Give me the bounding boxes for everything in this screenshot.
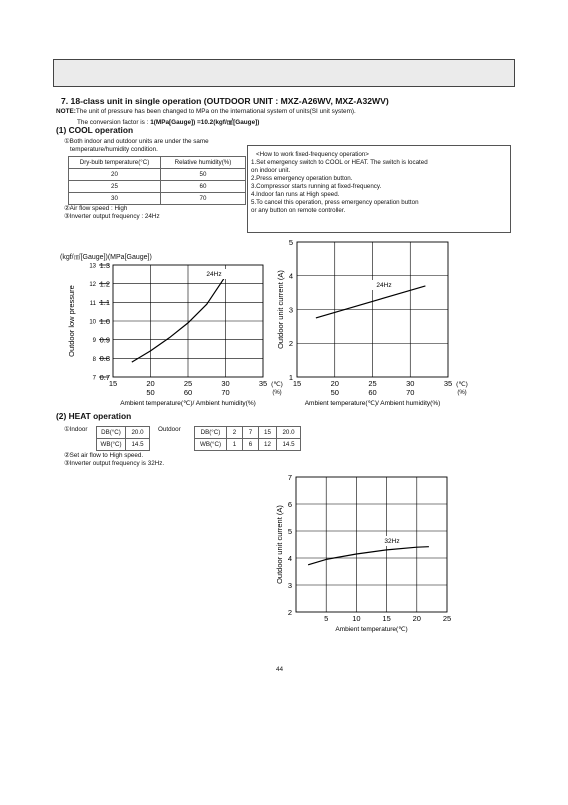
table-cell: 12 [259, 439, 277, 451]
x-axis-title: Ambient temperature(℃) [335, 626, 408, 633]
y-tick-label-kgf: 8 [92, 356, 96, 363]
note-text: The unit of pressure has been changed to MPa on the international system of units(SI unit system). [75, 108, 356, 115]
x2-tick-label: 70 [221, 388, 230, 397]
table-cell: 7 [243, 427, 259, 439]
conversion-prefix: The conversion factor is : [77, 119, 149, 126]
table-row [195, 427, 301, 439]
x-axis-title: Ambient temperature(℃)/ Ambient humidity(%) [304, 400, 441, 407]
how-to-line: or any button on remote controller. [251, 207, 346, 214]
table-cell: 20 [69, 169, 161, 181]
x-tick-label: 15 [382, 614, 391, 623]
table-cell: 60 [161, 181, 246, 193]
table-cell: 70 [161, 193, 246, 205]
y-tick-label: 3 [288, 305, 293, 315]
pressure-units-label: (kgf/㎠[Gauge])(MPa[Gauge]) [60, 254, 152, 261]
y-tick-label: 1 [288, 372, 293, 382]
how-to-line: 3.Compressor starts running at fixed-frequency. [251, 183, 382, 190]
heat-indoor-table [96, 426, 150, 451]
heat-inverter: ③Inverter output frequency is 32Hz. [64, 460, 165, 467]
y-tick-label-kgf: 13 [89, 263, 96, 270]
table-cell: 14.5 [277, 439, 301, 451]
how-to-line: 1.Set emergency switch to COOL or HEAT. The switch is located [251, 159, 428, 166]
table-cell: 15 [259, 427, 277, 439]
y-tick-label: 6 [287, 499, 292, 509]
x2-tick-label: 50 [330, 388, 339, 397]
cool-condition-line2: temperature/humidity condition. [70, 146, 158, 153]
x-tick-label: 30 [221, 379, 230, 388]
x-tick-label: 20 [146, 379, 155, 388]
y-tick-label-kgf: 9 [92, 338, 96, 345]
how-to-line: 5.To cancel this operation, press emergency operation button [251, 199, 419, 206]
y-tick-label: 1.2 [99, 279, 110, 289]
table-header-cell: Relative humidity(%) [161, 157, 246, 169]
plot-frame [296, 477, 447, 612]
x2-tick-label: 60 [183, 388, 193, 397]
cool-inverter: ③Inverter output frequency : 24Hz [64, 213, 160, 220]
y-tick-label-kgf: 11 [89, 300, 96, 307]
table-row [195, 439, 301, 451]
x-tick-label: 35 [443, 379, 453, 388]
table-cell: DB(°C) [97, 427, 126, 439]
y-tick-label: 1.0 [99, 316, 110, 326]
x2-tick-label: 70 [406, 388, 415, 397]
table-cell: 30 [69, 193, 161, 205]
x-tick-label: 30 [406, 379, 415, 388]
x2-unit-label: (%) [457, 390, 467, 396]
how-to-line: 4.Indoor fan runs at High speed. [251, 191, 340, 198]
x2-tick-label: 50 [146, 388, 155, 397]
table-header-cell: Dry-bulb temperature(°C) [69, 157, 161, 169]
x-tick-label: 25 [442, 614, 452, 623]
table-row [97, 439, 150, 451]
x-tick-label: 20 [330, 379, 339, 388]
table-cell: DB(°C) [195, 427, 227, 439]
cool-condition-line1: ①Both indoor and outdoor units are under the same [64, 138, 209, 145]
x-tick-label: 5 [324, 614, 329, 623]
y-tick-label: 4 [287, 553, 292, 563]
x-unit-label: (℃) [456, 381, 468, 388]
x-tick-label: 35 [258, 379, 268, 388]
heat-heading: (2) HEAT operation [56, 411, 132, 421]
table-cell: 25 [69, 181, 161, 193]
table-cell: 1 [227, 439, 243, 451]
y-tick-label: 0.8 [99, 354, 110, 364]
section-title: 7. 18-class unit in single operation (OUTDOOR UNIT : MXZ-A26WV, MXZ-A32WV) [61, 96, 389, 106]
table-cell: WB(°C) [97, 439, 126, 451]
table-cell: 20.0 [126, 427, 150, 439]
y-tick-label: 2 [287, 607, 292, 617]
y-tick-label: 7 [287, 472, 292, 482]
x2-tick-label: 60 [368, 388, 377, 397]
y-tick-label-kgf: 7 [92, 375, 96, 382]
page-number: 44 [276, 666, 284, 673]
y-tick-label-kgf: 12 [89, 282, 96, 289]
y-tick-label: 0.9 [99, 335, 110, 345]
table-cell: 14.5 [126, 439, 150, 451]
y-axis-title: Outdoor low pressure [67, 285, 76, 357]
y-tick-label: 4 [288, 271, 293, 281]
x-tick-label: 25 [183, 379, 193, 388]
heat-indoor-label: ①Indoor [64, 426, 88, 433]
series-label: 32Hz [384, 538, 400, 545]
how-to-title: <How to work fixed-frequency operation> [256, 151, 369, 158]
how-to-line: 2.Press emergency operation button. [251, 175, 353, 182]
x-tick-label: 20 [412, 614, 421, 623]
y-tick-label: 2 [288, 339, 293, 349]
x-axis-title: Ambient temperature(℃)/ Ambient humidity(%) [120, 400, 256, 407]
table-row [97, 427, 150, 439]
series-label: 24Hz [376, 282, 392, 289]
table-cell: 2 [227, 427, 243, 439]
x-tick-label: 15 [108, 379, 118, 388]
table-cell: 50 [161, 169, 246, 181]
x-tick-label: 10 [352, 614, 361, 623]
y-axis-title: Outdoor unit current (A) [276, 270, 285, 349]
y-tick-label: 1.3 [99, 260, 110, 270]
y-tick-label: 5 [287, 526, 292, 536]
cool-airflow: ②Air flow speed : High [64, 205, 128, 212]
y-axis-title: Outdoor unit current (A) [275, 505, 284, 584]
heat-airflow: ②Set air flow to High speed. [64, 452, 144, 459]
x-unit-label: (℃) [271, 381, 283, 388]
cool-current-chart [276, 238, 468, 407]
cool-heading: (1) COOL operation [56, 125, 134, 135]
heat-outdoor-table [194, 426, 301, 451]
how-to-line: on indoor unit. [251, 167, 291, 174]
heat-current-chart [275, 473, 451, 633]
heat-outdoor-label: Outdoor [158, 426, 181, 433]
series-label: 24Hz [206, 271, 222, 278]
table-cell: 6 [243, 439, 259, 451]
y-tick-label: 1.1 [99, 298, 110, 308]
y-tick-label: 3 [287, 580, 292, 590]
conversion-factor: 1(MPa[Gauge]) =10.2(kgf/㎠[Gauge]) [150, 119, 260, 126]
y-tick-label-kgf: 10 [89, 319, 96, 326]
table-cell: WB(°C) [195, 439, 227, 451]
y-tick-label: 5 [288, 237, 293, 247]
x2-unit-label: (%) [272, 390, 282, 396]
pressure-chart [67, 261, 283, 407]
series-line [132, 276, 226, 362]
y-tick-label: 0.7 [99, 372, 110, 382]
x-tick-label: 15 [292, 379, 302, 388]
table-cell: 20.0 [277, 427, 301, 439]
series-line [316, 286, 426, 318]
x-tick-label: 25 [368, 379, 377, 388]
note-label: NOTE: [56, 108, 76, 115]
